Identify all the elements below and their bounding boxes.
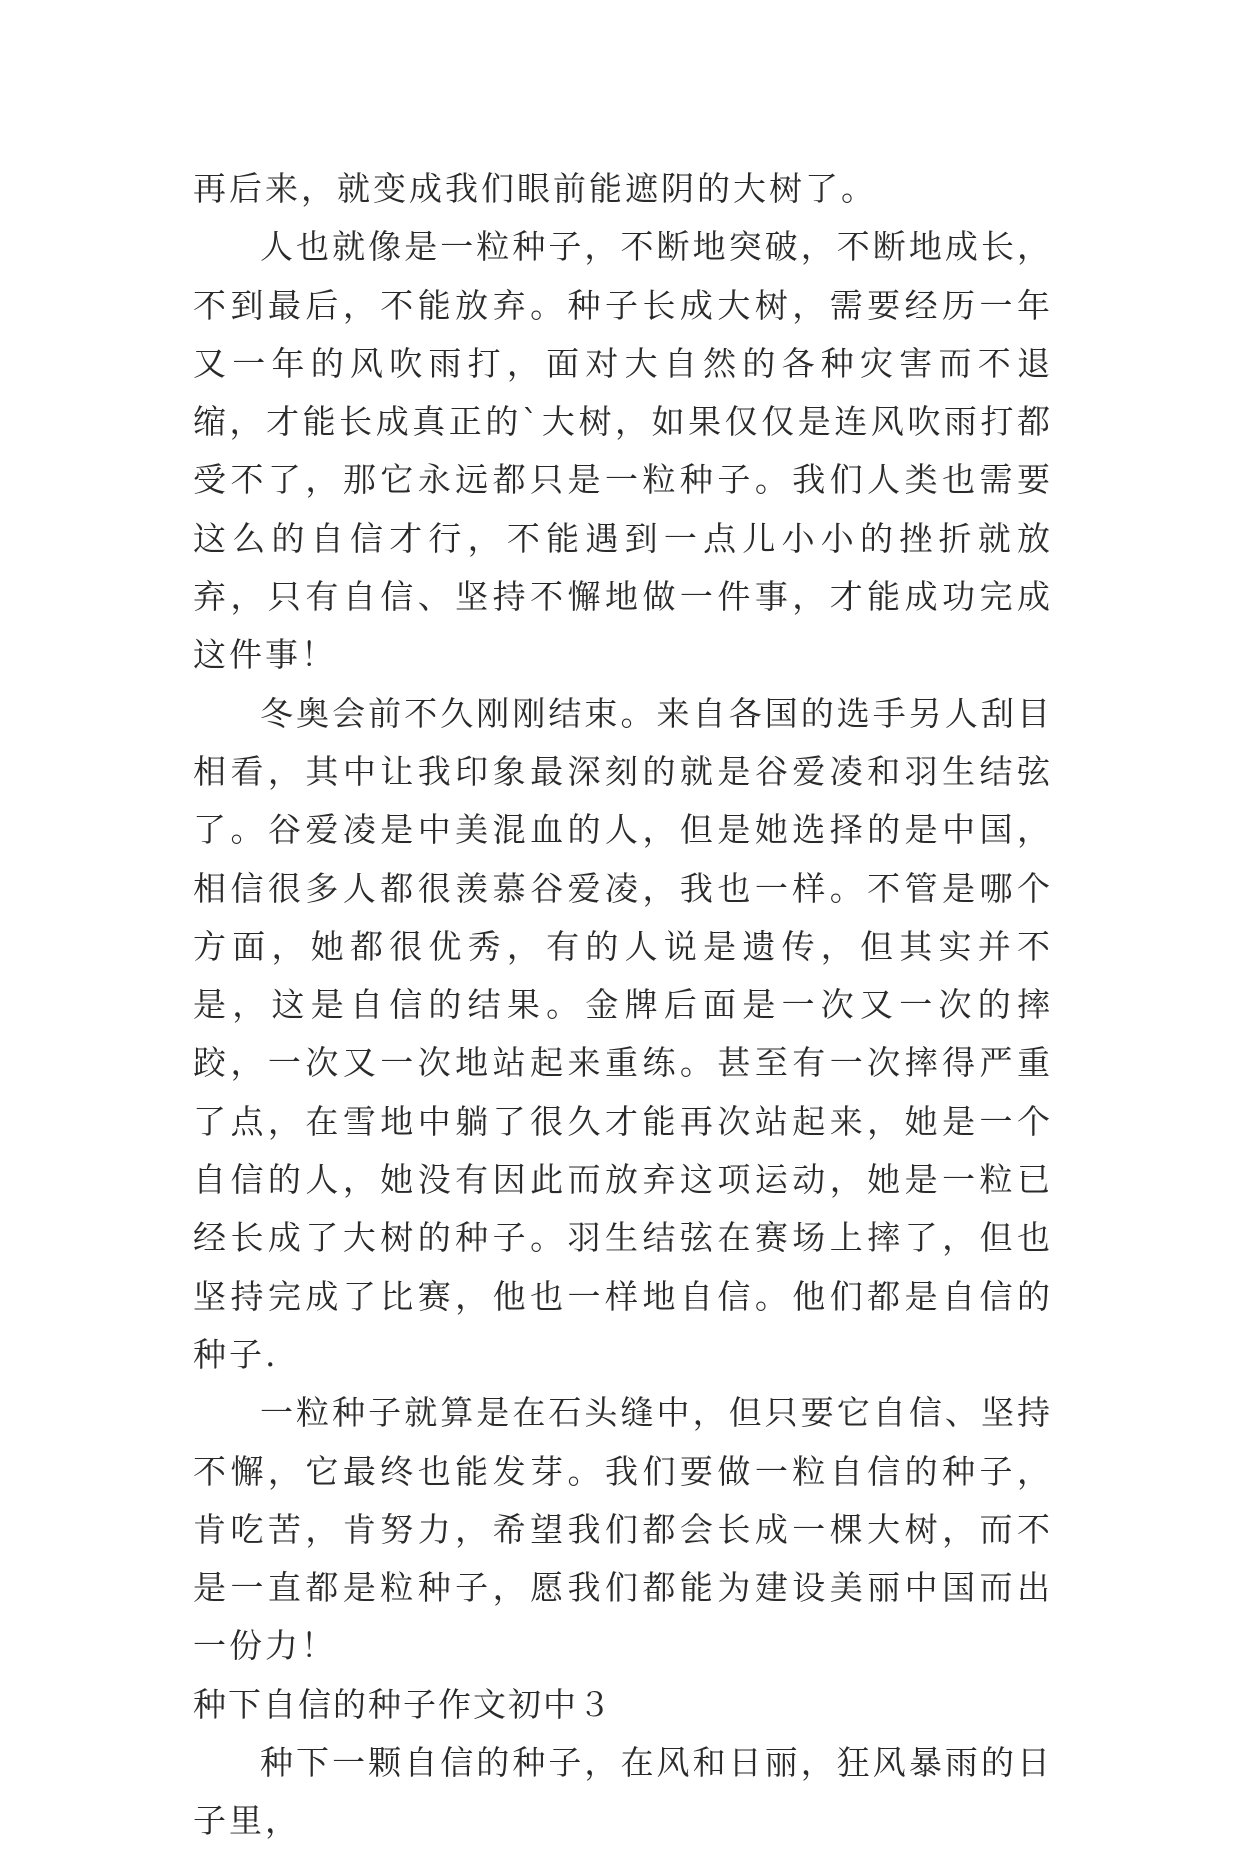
document-body (193, 160, 1053, 1851)
paragraph-winter-olympics: 冬奥会前不久刚刚结束。来自各国的选手另人刮目相看，其中让我印象最深刻的就是谷爱凌和羽生结弦了。谷爱凌是中美混血的人，但是她选择的是中国，相信很多人都很羡慕谷爱凌，我也一样。不管是哪个方面，她都很优秀，有的人说是遗传，但其实并不是，这是自信的结果。金牌后面是一次又一次的摔跤，一次又一次地站起来重练。甚至有一次摔得严重了点，在雪地中躺了很久才能再次站起来，她是一个自信的人，她没有因此而放弃这项运动，她是一粒已经长成了大树的种子。羽生结弦在赛场上摔了，但也坚持完成了比赛，他也一样地自信。他们都是自信的种子. (193, 693, 1053, 1374)
paragraph-seed-growth: 人也就像是一粒种子，不断地突破，不断地成长，不到最后，不能放弃。种子长成大树，需要经历一年又一年的风吹雨打，面对大自然的各种灾害而不退缩，才能长成真正的`大树，如果仅仅是连风吹雨打都受不了，那它永远都只是一粒种子。我们人类也需要这么的自信才行，不能遇到一点儿小小的挫折就放弃，只有自信、坚持不懈地做一件事，才能成功完成这件事！ (193, 227, 1053, 675)
essay-heading: 种下自信的种子作文初中３ (193, 1684, 613, 1724)
paragraph-essay3-opening: 种下一颗自信的种子，在风和日丽，狂风暴雨的日子里， (193, 1743, 1053, 1841)
paragraph-continuation: 再后来，就变成我们眼前能遮阴的大树了。 (193, 169, 877, 208)
paragraph-conclusion: 一粒种子就算是在石头缝中，但只要它自信、坚持不懈，它最终也能发芽。我们要做一粒自信的种子，肯吃苦，肯努力，希望我们都会长成一棵大树，而不是一直都是粒种子，愿我们都能为建设美丽中国而出一份力！ (193, 1393, 1053, 1666)
